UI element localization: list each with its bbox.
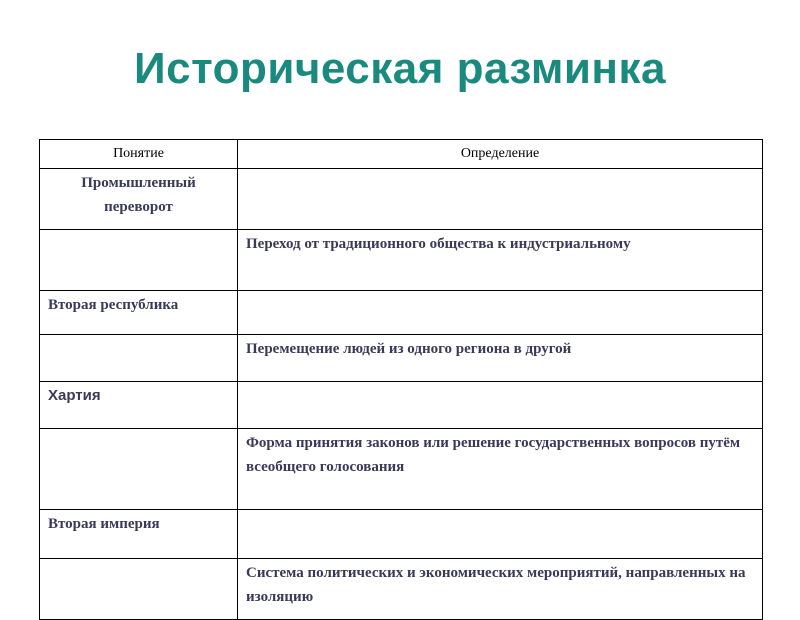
header-concept: Понятие xyxy=(40,140,238,169)
term-cell xyxy=(40,335,238,382)
table-row xyxy=(40,169,763,230)
term-cell xyxy=(40,230,238,291)
definition-cell xyxy=(238,510,763,559)
table-row xyxy=(40,510,763,559)
concepts-table xyxy=(39,139,763,620)
term-cell: Хартия xyxy=(40,382,238,429)
term-cell xyxy=(40,559,238,620)
definition-cell: Система политических и экономических мероприятий, направленных на изоляцию xyxy=(238,559,763,620)
table-row xyxy=(40,291,763,335)
table-row xyxy=(40,382,763,429)
term-cell xyxy=(40,429,238,510)
term-cell: Вторая республика xyxy=(40,291,238,335)
slide-title: Историческая разминка xyxy=(134,44,666,93)
definition-cell xyxy=(238,169,763,230)
table-row xyxy=(40,230,763,291)
table-header-row xyxy=(40,140,763,169)
term-cell: Промышленный переворот xyxy=(40,169,238,230)
definition-cell xyxy=(238,382,763,429)
definition-cell: Переход от традиционного общества к индустриальному xyxy=(238,230,763,291)
table-row xyxy=(40,559,763,620)
definition-cell: Форма принятия законов или решение государственных вопросов путём всеобщего голосования xyxy=(238,429,763,510)
table-row xyxy=(40,335,763,382)
term-cell: Вторая империя xyxy=(40,510,238,559)
definition-cell: Перемещение людей из одного региона в другой xyxy=(238,335,763,382)
definition-cell xyxy=(238,291,763,335)
header-definition: Определение xyxy=(238,140,763,169)
table-row xyxy=(40,429,763,510)
